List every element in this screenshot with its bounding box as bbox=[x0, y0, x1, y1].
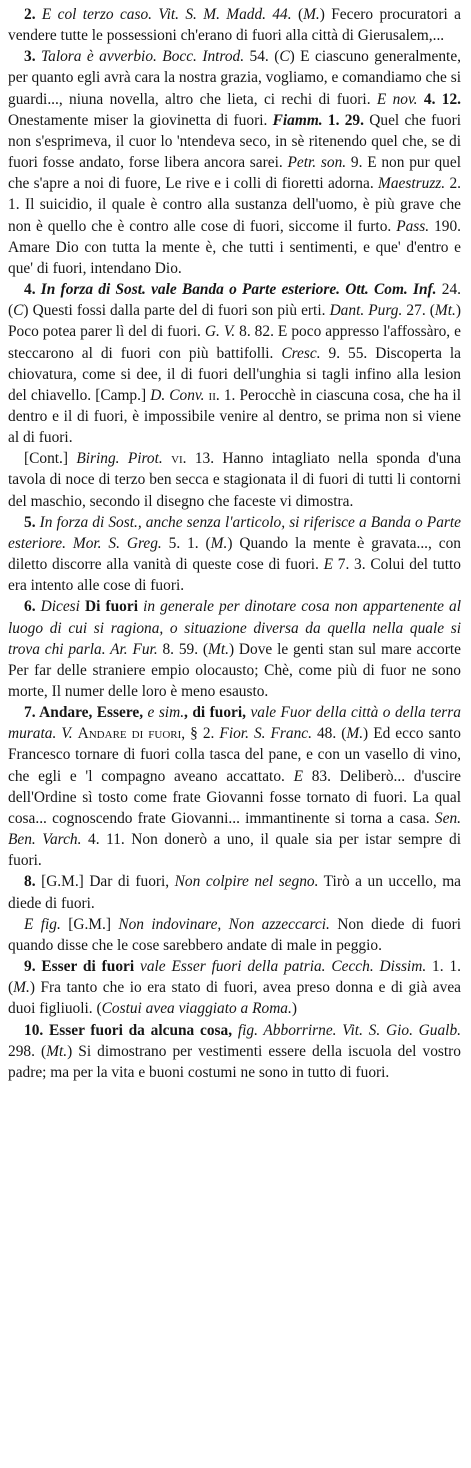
entry-paragraph-sense-6 bbox=[8, 596, 461, 702]
text-run: Fiamm. bbox=[272, 111, 323, 129]
text-run: ) Fra tanto che io era stato di fuori, avea preso donna e di già avea duoi figliuoli. ( bbox=[8, 979, 461, 1018]
text-run: e sim. bbox=[147, 704, 185, 722]
text-run: D. Conv. bbox=[150, 386, 205, 404]
text-run: ) Questi fossi dalla parte del di fuori son più erti. bbox=[23, 302, 330, 320]
text-run: 190. Amare Dio con tutta la mente è, che tutti i sentimenti, e que' d'entro e que' di fuori, intendano Dio. bbox=[8, 217, 462, 277]
text-run: 6. bbox=[24, 598, 41, 616]
text-run: ) Dove le genti stan sul mare accorte Per far delle straniere empio olocausto; Chè, come più di fuor ne sono morte, Il numer delle loro è meno esausto. bbox=[8, 640, 461, 700]
text-run: Sen. Ben. Varch. bbox=[8, 809, 461, 849]
text-run: Biring. Pirot. bbox=[76, 450, 163, 468]
text-run: Tirò a un uccello, ma diede di fuori. bbox=[8, 873, 462, 912]
text-run: Non indovinare, Non azzeccarci. bbox=[118, 915, 330, 933]
text-run: M. bbox=[303, 6, 320, 23]
text-run: Mt. bbox=[46, 1042, 68, 1060]
text-run: Costui avea viaggiato a Roma. bbox=[101, 1000, 292, 1018]
entry-paragraph-sense-10 bbox=[8, 1020, 461, 1083]
entry-paragraph-sense-3 bbox=[8, 46, 461, 279]
text-run: M. bbox=[346, 725, 364, 743]
text-run: 48. ( bbox=[311, 725, 347, 743]
text-run: vale Esser fuori della patria. Cecch. Dissim. bbox=[140, 958, 427, 976]
entry-paragraph-sense-2 bbox=[8, 4, 461, 46]
text-run: Dant. Purg. bbox=[329, 302, 403, 320]
text-run: in generale per dinotare cosa non appartenente al luogo di cui si ragiona, o situazione diversa da quella nella quale si trova chi parla. Ar. Fur. bbox=[8, 598, 462, 658]
text-run: 9. 55. Discoperta la chiovatura, come si dee, il di fuori dell'unghia si tagli infino alla lesion del chiavello. [Camp.] bbox=[8, 344, 461, 404]
text-run: . 13. Hanno intagliato nella sponda d'una tavola di noce di terzo ben secca e stagionata il di fuori di tutti li contorni del maschio, secondo il disegno che faceste vi dimostra. bbox=[8, 450, 461, 510]
text-run: 4. 11. Non donerò a uno, il quale sia per istar sempre di fuori. bbox=[8, 831, 461, 870]
entry-paragraph-sense-7 bbox=[8, 702, 461, 871]
text-run: 4. 12. bbox=[417, 90, 461, 108]
text-run: ) Poco potea parer lì del di fuori. bbox=[8, 302, 461, 341]
text-run: 4. bbox=[24, 281, 41, 299]
text-run: ) E ciascuno generalmente, per quanto egli avrà cara la nostra grazia, vogliamo, e comandiamo che si guardi..., niuna novella, altro che lieta, ci rechi di fuori. bbox=[8, 48, 461, 108]
text-run: Quel che fuori non s'esprimeva, il cuor lo 'ntendeva seco, in sè ritenendo quel che, se di fuori fosse andato, forse libera ancora sarei. bbox=[8, 111, 462, 172]
text-run: Cresc. bbox=[281, 344, 321, 362]
text-run: fig. Abborrirne. Vit. S. Gio. Gualb. bbox=[237, 1021, 461, 1039]
text-run: 7. Andare, Essere, bbox=[24, 704, 148, 722]
text-run: Non diede di fuori quando disse che le cose sarebbero andate di male in peggio. bbox=[8, 915, 461, 954]
text-run: E nov. bbox=[376, 90, 418, 108]
text-run: 1. 29. bbox=[322, 111, 370, 129]
text-run: vale Fuor della città o della terra murata. V. bbox=[8, 704, 461, 743]
text-run: 9. Esser di fuori bbox=[24, 958, 140, 976]
text-run: 8. 82. E poco appresso l'affossàro, e steccarono al di fuori con più battifolli. bbox=[8, 323, 461, 362]
entry-paragraph-sense-8-fig bbox=[8, 914, 461, 956]
entry-paragraph-sense-4-cont bbox=[8, 448, 461, 511]
text-run: [G.M.] bbox=[60, 915, 119, 933]
text-run: 5. bbox=[24, 513, 40, 531]
text-run: ii bbox=[208, 386, 216, 404]
dictionary-entry-column bbox=[8, 4, 461, 1083]
text-run: 5. 1. ( bbox=[161, 534, 211, 552]
text-run: ) Ed ecco santo Francesco tornare di fuori colla tasca del pane, e con un vasello di vino, che egli e 'l compagno aveano accattato. bbox=[8, 725, 461, 785]
text-run: 10. Esser fuori da alcuna cosa, bbox=[24, 1021, 238, 1039]
text-run: 2. 1. Il suicidio, il quale è contro alla sustanza dell'uomo, è più grave che non è quello che è contro alle cose di fuori, siccome il furto. bbox=[8, 175, 461, 235]
text-run: 3. bbox=[24, 48, 41, 66]
text-run: 8. 59. ( bbox=[157, 640, 209, 658]
text-run: E fig. bbox=[24, 915, 61, 933]
text-run: M. bbox=[13, 979, 30, 997]
text-run: In forza di Sost. vale Banda o Parte esteriore. Ott. Com. Inf. bbox=[40, 281, 437, 299]
text-run: Non colpire nel segno. bbox=[174, 873, 319, 891]
text-run: 9. E non pur quel che s'apre a noi di fuore, Le rive e i colli di fioretti adorna. bbox=[8, 154, 461, 193]
text-run: Fior. S. Franc. bbox=[219, 725, 312, 743]
text-run: Pass. bbox=[396, 217, 430, 235]
text-run: 8. bbox=[24, 873, 42, 891]
text-run bbox=[163, 450, 171, 467]
text-run: Talora è avverbio. Bocc. Introd. bbox=[40, 48, 245, 66]
text-run: . 1. Perocchè in ciascuna cosa, che ha il dentro e il di fuori, è impossibile venire al dentro, se prima non si viene al di fuori. bbox=[8, 386, 461, 447]
text-run: Mt. bbox=[208, 640, 229, 658]
entry-paragraph-sense-9 bbox=[8, 956, 461, 1019]
text-run: 27. ( bbox=[402, 302, 435, 320]
text-run: 83. Deliberò... d'uscire dell'Ordine sì tosto come frate Giovanni fosse tornato di fuori. La qual cosa... cognoscendo frate Giovanni... immantinente si torna a casa. bbox=[8, 767, 462, 827]
text-run: 24. ( bbox=[8, 281, 462, 320]
text-run: 54. ( bbox=[244, 48, 280, 66]
text-run: E bbox=[323, 556, 334, 574]
text-run: 1. 1. ( bbox=[8, 958, 462, 997]
text-run: [G.M.] Dar di fuori, bbox=[41, 873, 175, 891]
entry-paragraph-sense-4 bbox=[8, 279, 461, 448]
text-run: ) Quando la mente è gravata..., con diletto discorre alla vanità di queste cose di fuori. bbox=[8, 534, 461, 574]
text-run: Andare di fuori bbox=[77, 725, 182, 743]
entry-paragraph-sense-8 bbox=[8, 871, 461, 913]
text-run: Onestamente miser la giovinetta di fuori. bbox=[8, 111, 273, 129]
text-run: 7. 3. Colui del tutto era intento alle cose di fuori. bbox=[8, 556, 461, 595]
text-run: 298. ( bbox=[8, 1042, 47, 1060]
text-run: ) bbox=[291, 1000, 297, 1018]
text-run: C bbox=[13, 302, 24, 320]
text-run: Maestruzz. bbox=[378, 175, 446, 193]
text-run: , di fuori, bbox=[184, 704, 251, 722]
text-run: E bbox=[293, 767, 303, 785]
text-run: 2. bbox=[24, 6, 42, 23]
text-run: vi bbox=[171, 450, 183, 468]
text-run: , § 2. bbox=[181, 725, 220, 743]
text-run: Dicesi bbox=[40, 598, 80, 616]
text-run: [Cont.] bbox=[24, 450, 77, 468]
text-run: ( bbox=[291, 6, 304, 23]
text-run: In forza di Sost., anche senza l'articolo, si riferisce a Banda o Parte esteriore. Mor. S. Greg. bbox=[8, 513, 461, 552]
entry-paragraph-sense-5 bbox=[8, 512, 461, 597]
text-run: E col terzo caso. Vit. S. M. Madd. 44. bbox=[41, 6, 292, 23]
text-run: M. bbox=[210, 534, 228, 552]
text-run: Petr. son. bbox=[287, 154, 347, 172]
text-run: ) Fecero procuratori a vendere tutte le possessioni ch'erano di fuori alla città di Gierusalem,... bbox=[8, 6, 462, 45]
text-run: Mt. bbox=[434, 302, 456, 320]
text-run: ) Si dimostrano per vestimenti essere della iscuola del vostro padre; ma per la vita e buoni costumi ne sono in tutto di fuori. bbox=[8, 1042, 461, 1081]
text-run: G. V. bbox=[204, 323, 236, 341]
text-run: Di fuori bbox=[79, 598, 144, 616]
text-run: C bbox=[279, 48, 290, 66]
